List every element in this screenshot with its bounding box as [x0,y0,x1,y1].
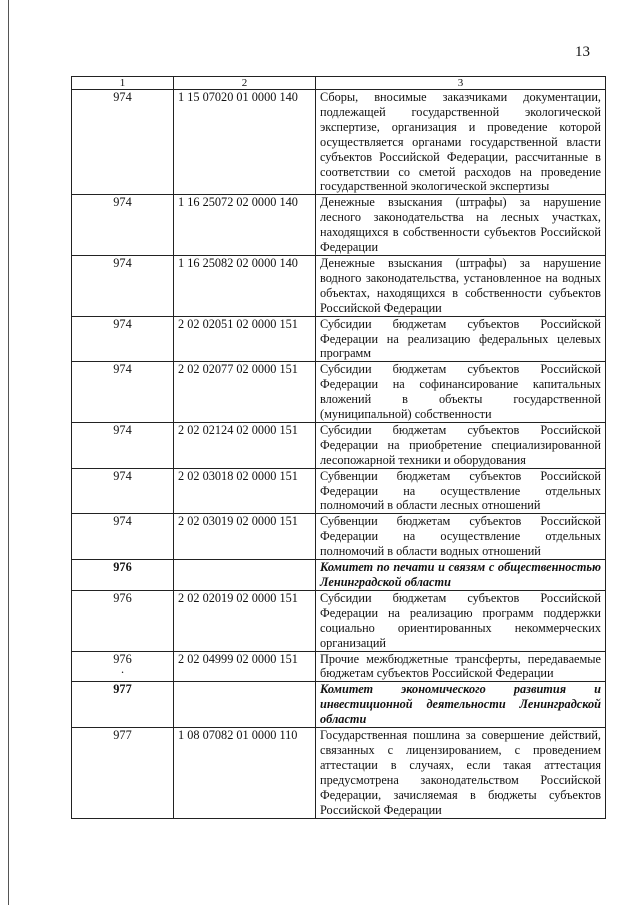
revenue-description: Субсидии бюджетам субъектов Российской Федерации на приобретение специализированной лесопожарной техники и оборудования [316,422,606,468]
page-number: 13 [575,44,590,60]
table-row [72,255,606,316]
administrator-code: 976 [113,590,132,605]
budget-classification-code: 2 02 02019 02 0000 151 [174,590,316,651]
budget-classification-code: 2 02 03019 02 0000 151 [174,514,316,560]
stray-mark: . [120,662,125,677]
table-row [72,651,606,682]
revenue-description: Денежные взыскания (штрафы) за нарушение водного законодательства, установленное на водных объектах, находящихся в собственности субъектов Российской Федерации [316,255,606,316]
administrator-code: 974 [113,362,132,377]
budget-classification-code: 1 16 25082 02 0000 140 [174,255,316,316]
administrator-code-cell [72,362,174,423]
column-header-1: 1 [72,77,174,90]
administrator-code-cell [72,422,174,468]
administrator-code-cell [72,560,174,591]
page-edge-line [8,0,9,905]
administrator-code-cell [72,90,174,195]
table-row [72,468,606,514]
revenue-description: Государственная пошлина за совершение действий, связанных с лицензированием, с проведением аттестации в случаях, если такая аттестация предусмотрена законодательством Российской Федерации, зачисляемая в бюджеты субъектов Российской Федерации [316,728,606,818]
revenue-description: Субсидии бюджетам субъектов Российской Федерации на софинансирование капитальных вложений в объекты государственной (муниципальной) собственности [316,362,606,423]
organization-row [72,560,606,591]
revenue-description: Субсидии бюджетам субъектов Российской Федерации на реализацию программ поддержки социально ориентированных некоммерческих организаций [316,590,606,651]
table-row [72,728,606,818]
administrator-code-cell [72,255,174,316]
administrator-code: 974 [113,195,132,210]
administrator-code-cell [72,195,174,256]
organization-name: Комитет по печати и связям с общественностью Ленинградской области [316,560,606,591]
column-header-2: 2 [174,77,316,90]
revenue-description: Денежные взыскания (штрафы) за нарушение лесного законодательства на лесных участках, находящихся в собственности субъектов Российской Федерации [316,195,606,256]
administrator-code-cell [72,590,174,651]
administrator-code: 977 [113,682,132,697]
table-header-row [72,77,606,90]
budget-codes-table [71,76,606,819]
organization-row [72,682,606,728]
administrator-code: 974 [113,255,132,270]
table-row [72,90,606,195]
revenue-description: Субвенции бюджетам субъектов Российской Федерации на осуществление отдельных полномочий в области водных отношений [316,514,606,560]
administrator-code: 974 [113,514,132,529]
table-row [72,195,606,256]
revenue-description: Субсидии бюджетам субъектов Российской Федерации на реализацию федеральных целевых программ [316,316,606,362]
table-row [72,514,606,560]
administrator-code: 977 [113,728,132,743]
budget-classification-code: 2 02 03018 02 0000 151 [174,468,316,514]
revenue-description: Прочие межбюджетные трансферты, передаваемые бюджетам субъектов Российской Федерации [316,651,606,682]
budget-classification-code: 2 02 02077 02 0000 151 [174,362,316,423]
administrator-code-cell [72,468,174,514]
administrator-code-cell [72,651,174,682]
revenue-description: Сборы, вносимые заказчиками документации, подлежащей государственной экологической экспертизе, организация и проведение которой осуществляется органами государственной власти субъектов Российской Федерации, рассчитанные в соответствии со сметой расходов на проведение государственной экологической экспертизы [316,90,606,195]
budget-classification-code: 1 08 07082 01 0000 110 [174,728,316,818]
budget-classification-code: 2 02 04999 02 0000 151 [174,651,316,682]
administrator-code: 974 [113,316,132,331]
budget-classification-code: 2 02 02051 02 0000 151 [174,316,316,362]
organization-name: Комитет экономического развития и инвестиционной деятельности Ленинградской области [316,682,606,728]
administrator-code: 974 [113,90,132,104]
table-row [72,590,606,651]
table-row [72,316,606,362]
table-row [72,362,606,423]
administrator-code: 974 [113,422,132,437]
administrator-code-cell [72,316,174,362]
budget-classification-code: 1 15 07020 01 0000 140 [174,90,316,195]
administrator-code: 976 [113,651,132,666]
budget-classification-code [174,560,316,591]
table-row [72,422,606,468]
table-body [72,90,606,819]
column-header-3: 3 [316,77,606,90]
budget-classification-code: 2 02 02124 02 0000 151 [174,422,316,468]
administrator-code-cell [72,728,174,818]
budget-classification-code: 1 16 25072 02 0000 140 [174,195,316,256]
administrator-code: 976 [113,560,132,575]
administrator-code: 974 [113,468,132,483]
budget-classification-code [174,682,316,728]
administrator-code-cell [72,682,174,728]
administrator-code-cell [72,514,174,560]
revenue-description: Субвенции бюджетам субъектов Российской Федерации на осуществление отдельных полномочий в области лесных отношений [316,468,606,514]
